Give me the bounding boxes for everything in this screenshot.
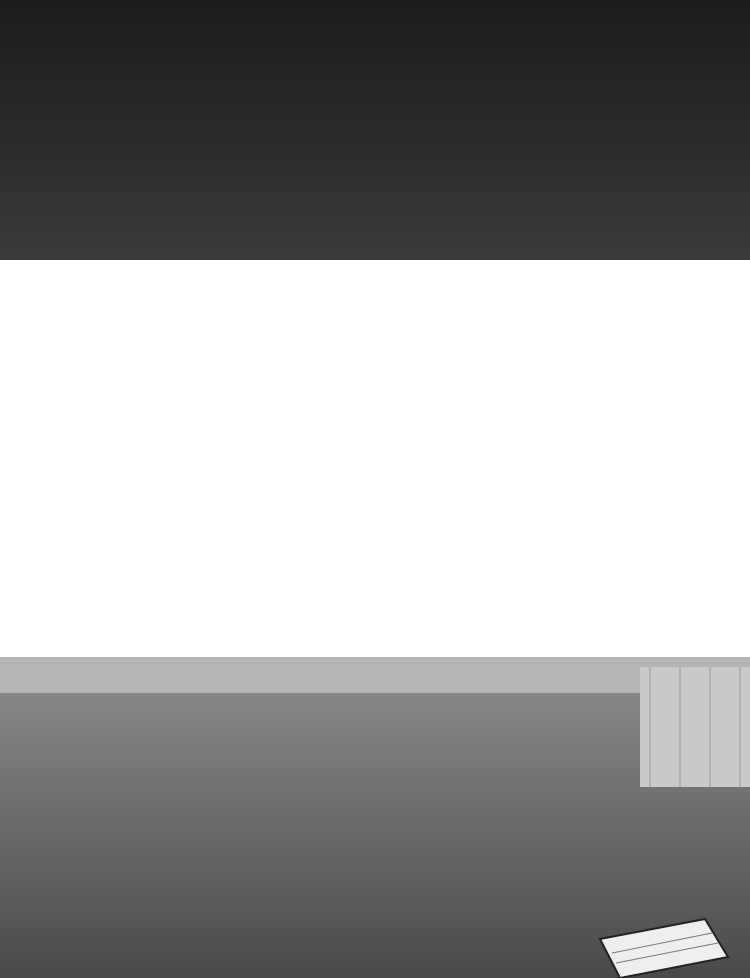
aeolian-choir-caption-left	[22, 534, 362, 540]
junior-a-cappella-photo	[0, 0, 750, 260]
choir-photo-image	[0, 0, 750, 260]
aeolian-choir-photo	[0, 657, 750, 978]
junior-a-cappella-caption	[258, 271, 700, 277]
article-body	[258, 431, 701, 442]
choir-photo-image	[0, 657, 750, 978]
